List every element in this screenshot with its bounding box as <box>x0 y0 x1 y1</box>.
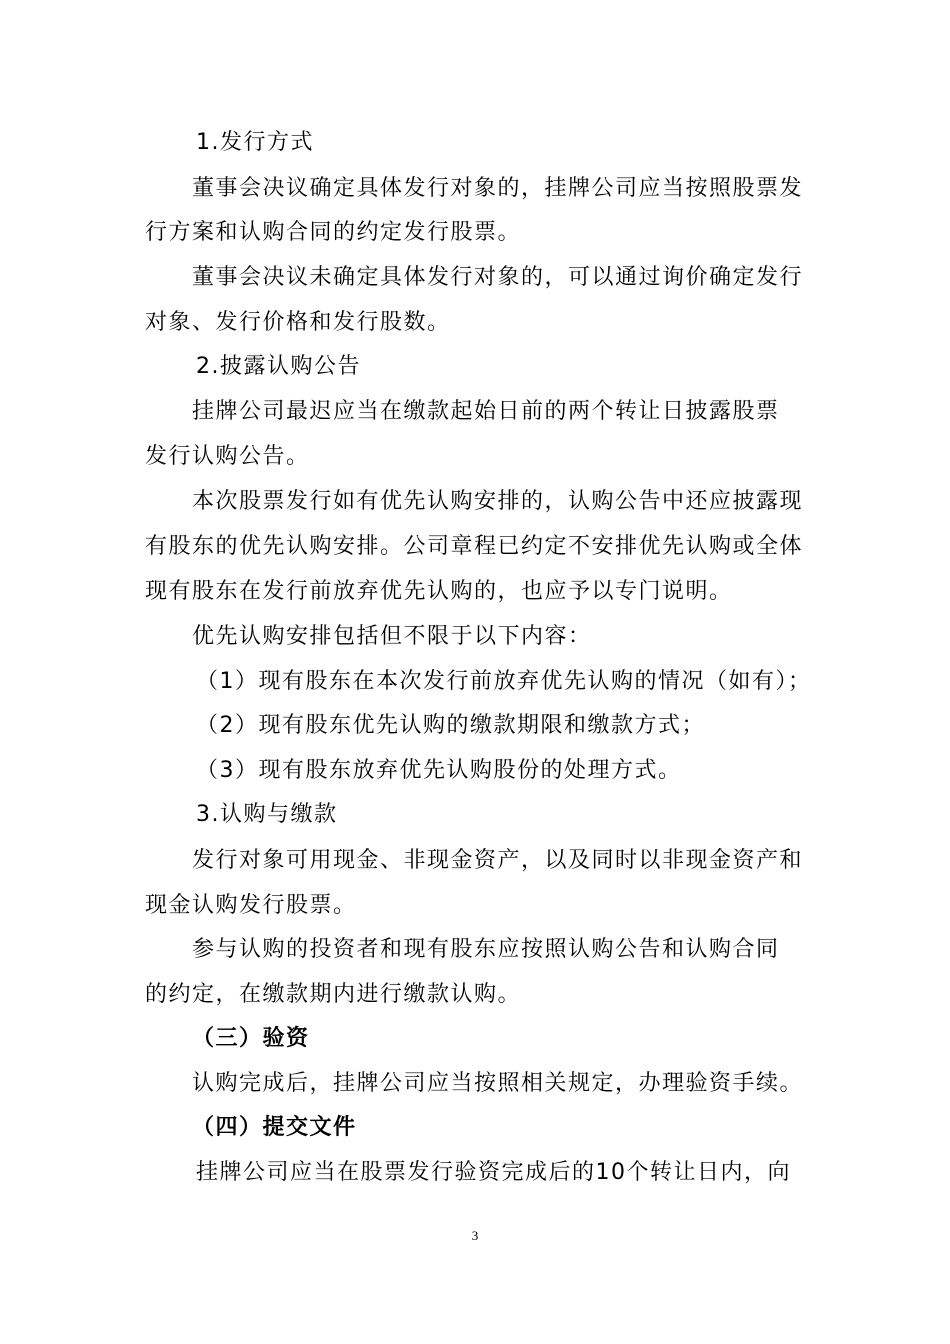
paragraph-line: 本次股票发行如有优先认购安排的，认购公告中还应披露现 <box>192 489 804 514</box>
list-item: （2）现有股东优先认购的缴款期限和缴款方式； <box>196 713 705 738</box>
heading-subscription-announcement: 2.披露认购公告 <box>196 354 361 379</box>
heading-issuance-method: 1.发行方式 <box>196 130 314 155</box>
paragraph-line: 挂牌公司应当在股票发行验资完成后的10个转让日内，向 <box>196 1160 791 1185</box>
page-number: 3 <box>471 1228 479 1243</box>
paragraph-line: 认购完成后，挂牌公司应当按照相关规定，办理验资手续。 <box>192 1071 804 1096</box>
section-heading-submit-documents: （四）提交文件 <box>192 1115 357 1140</box>
paragraph-line: 对象、发行价格和发行股数。 <box>145 310 451 335</box>
paragraph-line: 发行对象可用现金、非现金资产，以及同时以非现金资产和 <box>192 848 804 873</box>
paragraph-line: 优先认购安排包括但不限于以下内容： <box>192 624 592 649</box>
paragraph-line: 参与认购的投资者和现有股东应按照认购公告和认购合同 <box>192 937 780 962</box>
paragraph-line: 现有股东在发行前放弃优先认购的，也应予以专门说明。 <box>145 579 733 604</box>
heading-subscription-payment: 3.认购与缴款 <box>196 802 338 827</box>
list-item: （1）现有股东在本次发行前放弃优先认购的情况（如有）； <box>196 669 812 694</box>
paragraph-line: 的约定，在缴款期内进行缴款认购。 <box>145 982 522 1007</box>
paragraph-line: 董事会决议确定具体发行对象的，挂牌公司应当按照股票发 <box>192 176 804 201</box>
list-item: （3）现有股东放弃优先认购股份的处理方式。 <box>196 758 682 783</box>
paragraph-line: 行方案和认购合同的约定发行股票。 <box>145 220 522 245</box>
paragraph-line: 董事会决议未确定具体发行对象的，可以通过询价确定发行 <box>192 265 804 290</box>
section-heading-capital-verification: （三）验资 <box>192 1026 310 1051</box>
paragraph-line: 有股东的优先认购安排。公司章程已约定不安排优先认购或全体 <box>145 534 804 559</box>
paragraph-line: 挂牌公司最迟应当在缴款起始日前的两个转让日披露股票 <box>192 399 780 424</box>
paragraph-line: 现金认购发行股票。 <box>145 893 357 918</box>
paragraph-line: 发行认购公告。 <box>145 444 310 469</box>
